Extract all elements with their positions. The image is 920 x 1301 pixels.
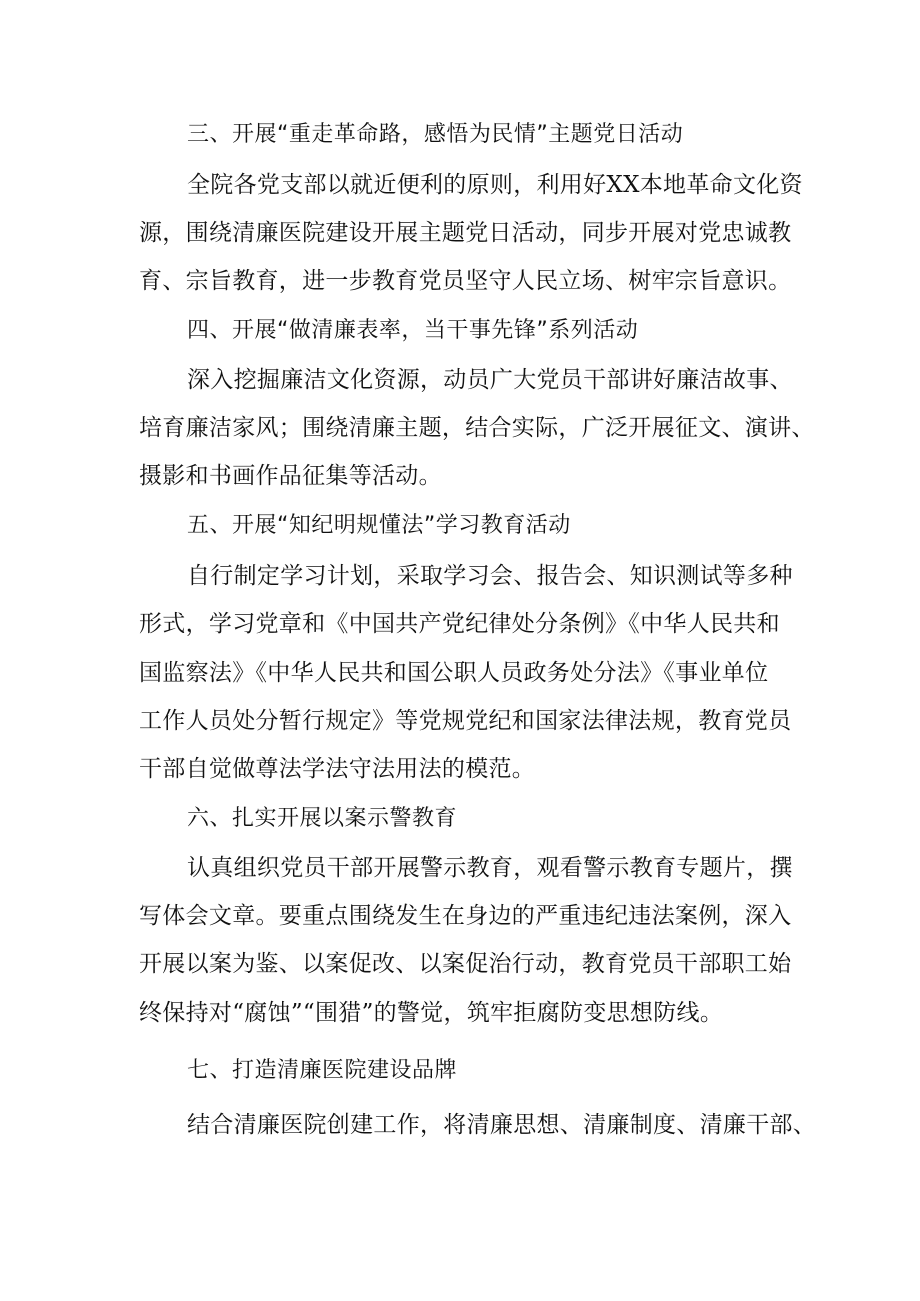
paragraph-line: 摄影和书画作品征集等活动。 <box>139 463 442 489</box>
section-heading-4: 四、开展“做清廉表率，当干事先锋”系列活动 <box>187 318 639 343</box>
paragraph-line: 开展以案为鉴、以案促改、以案促治行动，教育党员干部职工始 <box>139 951 792 977</box>
paragraph-line: 培育廉洁家风；围绕清廉主题，结合实际，广泛开展征文、演讲、 <box>139 415 815 441</box>
paragraph-line: 终保持对“腐蚀”“围猎”的警觉，筑牢拒腐防变思想防线。 <box>139 1000 724 1026</box>
paragraph-line: 国监察法》《中华人民共和国公职人员政务处分法》《事业单位 <box>139 660 769 686</box>
paragraph-line: 源，围绕清廉医院建设开展主题党日活动，同步开展对党忠诚教 <box>139 220 792 246</box>
paragraph-line: 自行制定学习计划，采取学习会、报告会、知识测试等多种 <box>187 563 793 589</box>
section-heading-6: 六、扎实开展以案示警教育 <box>187 806 458 831</box>
section-heading-3: 三、开展“重走革命路，感悟为民情”主题党日活动 <box>187 122 684 147</box>
paragraph-line: 育、宗旨教育，进一步教育党员坚守人民立场、树牢宗旨意识。 <box>139 268 792 294</box>
paragraph-line: 深入挖掘廉洁文化资源，动员广大党员干部讲好廉洁故事、 <box>187 367 793 393</box>
paragraph-line: 形式，学习党章和《中国共产党纪律处分条例》《中华人民共和 <box>139 611 780 637</box>
paragraph-line: 全院各党支部以就近便利的原则，利用好XX本地革命文化资 <box>187 172 803 198</box>
section-heading-5: 五、开展“知纪明规懂法”学习教育活动 <box>187 513 571 538</box>
section-heading-7: 七、打造清廉医院建设品牌 <box>187 1058 458 1083</box>
paragraph-line: 写体会文章。要重点围绕发生在身边的严重违纪违法案例，深入 <box>139 903 792 929</box>
paragraph-line: 结合清廉医院创建工作，将清廉思想、清廉制度、清廉干部、 <box>187 1112 817 1138</box>
paragraph-line: 工作人员处分暂行规定》等党规党纪和国家法律法规，教育党员 <box>139 708 792 734</box>
paragraph-line: 认真组织党员干部开展警示教育，观看警示教育专题片，撰 <box>187 855 793 881</box>
paragraph-line: 干部自觉做尊法学法守法用法的模范。 <box>139 756 536 782</box>
